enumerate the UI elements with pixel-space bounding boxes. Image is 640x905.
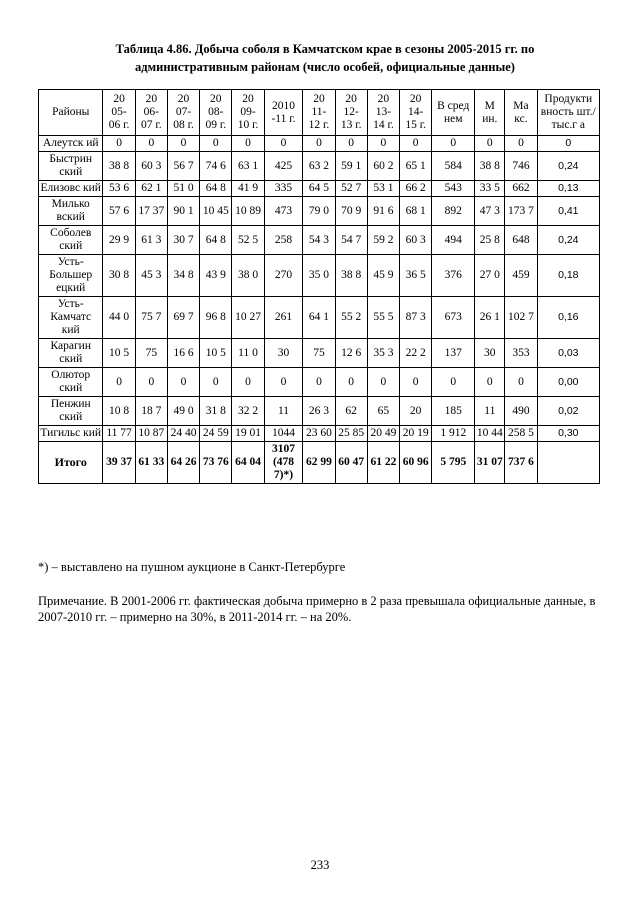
table-cell: 173 7 — [505, 197, 537, 226]
table-row — [39, 426, 600, 442]
table-cell: 10 5 — [103, 339, 135, 368]
table-cell: 0 — [232, 136, 264, 152]
table-cell: 0 — [400, 368, 432, 397]
table-cell: 44 0 — [103, 297, 135, 339]
table-cell: 1 912 — [432, 426, 475, 442]
table-cell: 102 7 — [505, 297, 537, 339]
table-cell: 10 87 — [135, 426, 167, 442]
table-cell: 673 — [432, 297, 475, 339]
table-cell: 26 3 — [303, 397, 335, 426]
footnote: *) – выставлено на пушном аукционе в Санкт-Петербурге — [38, 560, 346, 574]
table-cell: 53 1 — [367, 181, 399, 197]
column-header: Продукти вность шт./тыс.г а — [537, 90, 599, 136]
district-name: Тигильс кий — [39, 426, 103, 442]
table-cell: 0 — [103, 136, 135, 152]
table-cell: 0 — [432, 136, 475, 152]
table-cell: 62 — [335, 397, 367, 426]
table-cell: 25 8 — [475, 226, 505, 255]
table-cell: 3107 (478 7)*) — [264, 442, 303, 484]
table-cell: 11 0 — [232, 339, 264, 368]
table-cell: 23 60 — [303, 426, 335, 442]
table-cell: 490 — [505, 397, 537, 426]
table-cell: 24 59 — [200, 426, 232, 442]
table-row — [39, 339, 600, 368]
table-cell: 20 — [400, 397, 432, 426]
productivity-cell: 0,30 — [537, 426, 599, 442]
table-cell: 63 1 — [232, 152, 264, 181]
table-cell: 24 40 — [167, 426, 199, 442]
table-cell: 0 — [303, 368, 335, 397]
table-cell: 261 — [264, 297, 303, 339]
table-row — [39, 136, 600, 152]
table-cell: 137 — [432, 339, 475, 368]
table-cell: 64 04 — [232, 442, 264, 484]
sable-harvest-table — [38, 89, 600, 484]
district-name: Алеутск ий — [39, 136, 103, 152]
table-cell: 0 — [135, 136, 167, 152]
district-name: Итого — [39, 442, 103, 484]
table-cell: 59 2 — [367, 226, 399, 255]
table-cell: 258 5 — [505, 426, 537, 442]
table-cell: 543 — [432, 181, 475, 197]
table-cell: 18 7 — [135, 397, 167, 426]
table-cell: 0 — [200, 136, 232, 152]
table-cell: 54 7 — [335, 226, 367, 255]
table-cell: 43 9 — [200, 255, 232, 297]
productivity-cell: 0,41 — [537, 197, 599, 226]
district-name: Усть- Большер ецкий — [39, 255, 103, 297]
table-cell: 26 1 — [475, 297, 505, 339]
table-cell: 54 3 — [303, 226, 335, 255]
table-cell: 11 — [475, 397, 505, 426]
table-cell: 35 3 — [367, 339, 399, 368]
table-cell: 32 2 — [232, 397, 264, 426]
column-header: 20 06- 07 г. — [135, 90, 167, 136]
table-cell: 22 2 — [400, 339, 432, 368]
table-cell: 10 89 — [232, 197, 264, 226]
table-cell: 0 — [367, 368, 399, 397]
table-cell: 64 8 — [200, 181, 232, 197]
table-cell: 0 — [264, 136, 303, 152]
table-cell: 425 — [264, 152, 303, 181]
table-cell: 30 7 — [167, 226, 199, 255]
table-cell: 20 49 — [367, 426, 399, 442]
table-cell: 17 37 — [135, 197, 167, 226]
table-cell: 0 — [505, 136, 537, 152]
table-cell: 29 9 — [103, 226, 135, 255]
table-cell: 69 7 — [167, 297, 199, 339]
table-cell: 335 — [264, 181, 303, 197]
district-name: Усть- Камчатс кий — [39, 297, 103, 339]
district-name: Милько вский — [39, 197, 103, 226]
column-header: 20 08- 09 г. — [200, 90, 232, 136]
table-cell: 0 — [135, 368, 167, 397]
column-header: 20 14- 15 г. — [400, 90, 432, 136]
table-cell: 64 26 — [167, 442, 199, 484]
table-cell: 64 8 — [200, 226, 232, 255]
table-cell: 61 33 — [135, 442, 167, 484]
column-header: 20 09- 10 г. — [232, 90, 264, 136]
table-cell: 30 8 — [103, 255, 135, 297]
table-cell: 62 1 — [135, 181, 167, 197]
table-cell: 270 — [264, 255, 303, 297]
table-cell: 38 8 — [335, 255, 367, 297]
district-name: Пенжин ский — [39, 397, 103, 426]
table-cell: 56 7 — [167, 152, 199, 181]
productivity-cell: 0,24 — [537, 152, 599, 181]
table-cell: 10 44 — [475, 426, 505, 442]
table-row — [39, 397, 600, 426]
table-cell: 74 6 — [200, 152, 232, 181]
table-cell: 5 795 — [432, 442, 475, 484]
table-cell: 0 — [232, 368, 264, 397]
table-cell: 64 1 — [303, 297, 335, 339]
table-cell: 55 5 — [367, 297, 399, 339]
table-cell: 376 — [432, 255, 475, 297]
table-cell: 0 — [167, 368, 199, 397]
table-cell: 65 1 — [400, 152, 432, 181]
column-header: 20 05- 06 г. — [103, 90, 135, 136]
table-cell: 57 6 — [103, 197, 135, 226]
table-cell: 75 — [303, 339, 335, 368]
table-title: Таблица 4.86. Добыча соболя в Камчатском крае в сезоны 2005-2015 гг. по административным районам (число особей, официальные данные) — [115, 42, 535, 74]
table-cell: 0 — [167, 136, 199, 152]
table-cell: 459 — [505, 255, 537, 297]
page-number: 233 — [310, 858, 330, 872]
district-name: Елизовс кий — [39, 181, 103, 197]
table-cell: 584 — [432, 152, 475, 181]
table-cell: 746 — [505, 152, 537, 181]
table-cell: 648 — [505, 226, 537, 255]
column-header: 20 11- 12 г. — [303, 90, 335, 136]
column-header: Ма кс. — [505, 90, 537, 136]
table-cell: 38 8 — [475, 152, 505, 181]
table-cell: 66 2 — [400, 181, 432, 197]
column-header: 20 12- 13 г. — [335, 90, 367, 136]
table-cell: 10 8 — [103, 397, 135, 426]
table-cell: 60 3 — [400, 226, 432, 255]
productivity-cell: 0,18 — [537, 255, 599, 297]
table-cell: 75 7 — [135, 297, 167, 339]
table-cell: 27 0 — [475, 255, 505, 297]
column-header: 20 13- 14 г. — [367, 90, 399, 136]
table-cell: 49 0 — [167, 397, 199, 426]
table-cell: 0 — [303, 136, 335, 152]
table-cell: 75 — [135, 339, 167, 368]
table-cell: 0 — [475, 136, 505, 152]
table-cell: 60 2 — [367, 152, 399, 181]
table-cell: 11 77 — [103, 426, 135, 442]
table-cell: 0 — [505, 368, 537, 397]
table-cell: 96 8 — [200, 297, 232, 339]
table-cell: 473 — [264, 197, 303, 226]
table-cell: 185 — [432, 397, 475, 426]
table-cell: 63 2 — [303, 152, 335, 181]
table-cell: 353 — [505, 339, 537, 368]
table-cell: 30 — [264, 339, 303, 368]
table-cell: 0 — [103, 368, 135, 397]
table-cell: 73 76 — [200, 442, 232, 484]
district-name: Карагин ский — [39, 339, 103, 368]
table-cell: 19 01 — [232, 426, 264, 442]
table-cell: 47 3 — [475, 197, 505, 226]
table-cell: 892 — [432, 197, 475, 226]
table-cell: 79 0 — [303, 197, 335, 226]
table-cell: 0 — [400, 136, 432, 152]
table-cell: 10 45 — [200, 197, 232, 226]
table-cell: 10 27 — [232, 297, 264, 339]
district-name: Олютор ский — [39, 368, 103, 397]
table-cell: 737 6 — [505, 442, 537, 484]
table-cell: 60 3 — [135, 152, 167, 181]
column-header-district: Районы — [39, 90, 103, 136]
table-cell: 87 3 — [400, 297, 432, 339]
table-cell: 11 — [264, 397, 303, 426]
table-cell: 36 5 — [400, 255, 432, 297]
table-cell: 45 9 — [367, 255, 399, 297]
productivity-cell: 0,03 — [537, 339, 599, 368]
table-cell: 0 — [432, 368, 475, 397]
table-cell: 16 6 — [167, 339, 199, 368]
table-row — [39, 368, 600, 397]
table-cell: 61 3 — [135, 226, 167, 255]
table-cell: 20 19 — [400, 426, 432, 442]
table-cell: 68 1 — [400, 197, 432, 226]
column-header: В сред нем — [432, 90, 475, 136]
productivity-cell: 0,00 — [537, 368, 599, 397]
table-cell: 60 47 — [335, 442, 367, 484]
productivity-cell — [537, 442, 599, 484]
table-cell: 55 2 — [335, 297, 367, 339]
table-cell: 62 99 — [303, 442, 335, 484]
column-header: 20 07- 08 г. — [167, 90, 199, 136]
productivity-cell: 0 — [537, 136, 599, 152]
table-cell: 52 7 — [335, 181, 367, 197]
table-cell: 10 5 — [200, 339, 232, 368]
table-cell: 0 — [264, 368, 303, 397]
table-cell: 39 37 — [103, 442, 135, 484]
table-cell: 35 0 — [303, 255, 335, 297]
table-cell: 33 5 — [475, 181, 505, 197]
district-name: Соболев ский — [39, 226, 103, 255]
table-cell: 34 8 — [167, 255, 199, 297]
table-row — [39, 297, 600, 339]
table-cell: 31 07 — [475, 442, 505, 484]
productivity-cell: 0,13 — [537, 181, 599, 197]
table-cell: 0 — [200, 368, 232, 397]
table-cell: 70 9 — [335, 197, 367, 226]
table-cell: 0 — [367, 136, 399, 152]
table-row — [39, 152, 600, 181]
table-row — [39, 226, 600, 255]
table-cell: 0 — [475, 368, 505, 397]
table-header-row — [39, 90, 600, 136]
table-cell: 38 8 — [103, 152, 135, 181]
column-header: М ин. — [475, 90, 505, 136]
table-cell: 45 3 — [135, 255, 167, 297]
table-cell: 64 5 — [303, 181, 335, 197]
table-cell: 61 22 — [367, 442, 399, 484]
table-cell: 51 0 — [167, 181, 199, 197]
table-cell: 52 5 — [232, 226, 264, 255]
column-header: 2010 -11 г. — [264, 90, 303, 136]
table-cell: 1044 — [264, 426, 303, 442]
table-row — [39, 197, 600, 226]
table-cell: 91 6 — [367, 197, 399, 226]
table-cell: 0 — [335, 136, 367, 152]
table-cell: 0 — [335, 368, 367, 397]
table-cell: 494 — [432, 226, 475, 255]
table-cell: 60 96 — [400, 442, 432, 484]
table-cell: 53 6 — [103, 181, 135, 197]
table-row — [39, 181, 600, 197]
table-cell: 258 — [264, 226, 303, 255]
table-cell: 65 — [367, 397, 399, 426]
productivity-cell: 0,02 — [537, 397, 599, 426]
table-cell: 30 — [475, 339, 505, 368]
table-cell: 31 8 — [200, 397, 232, 426]
table-row — [39, 255, 600, 297]
table-cell: 90 1 — [167, 197, 199, 226]
table-cell: 38 0 — [232, 255, 264, 297]
total-row — [39, 442, 600, 484]
productivity-cell: 0,16 — [537, 297, 599, 339]
note-paragraph: Примечание. В 2001-2006 гг. фактическая добыча примерно в 2 раза превышала официальные данные, в 2007-2010 гг. – примерно на 30%, в 2011-2014 гг. – на 20%. — [38, 594, 596, 624]
district-name: Быстрин ский — [39, 152, 103, 181]
productivity-cell: 0,24 — [537, 226, 599, 255]
table-cell: 59 1 — [335, 152, 367, 181]
table-cell: 662 — [505, 181, 537, 197]
table-cell: 12 6 — [335, 339, 367, 368]
table-cell: 41 9 — [232, 181, 264, 197]
table-cell: 25 85 — [335, 426, 367, 442]
